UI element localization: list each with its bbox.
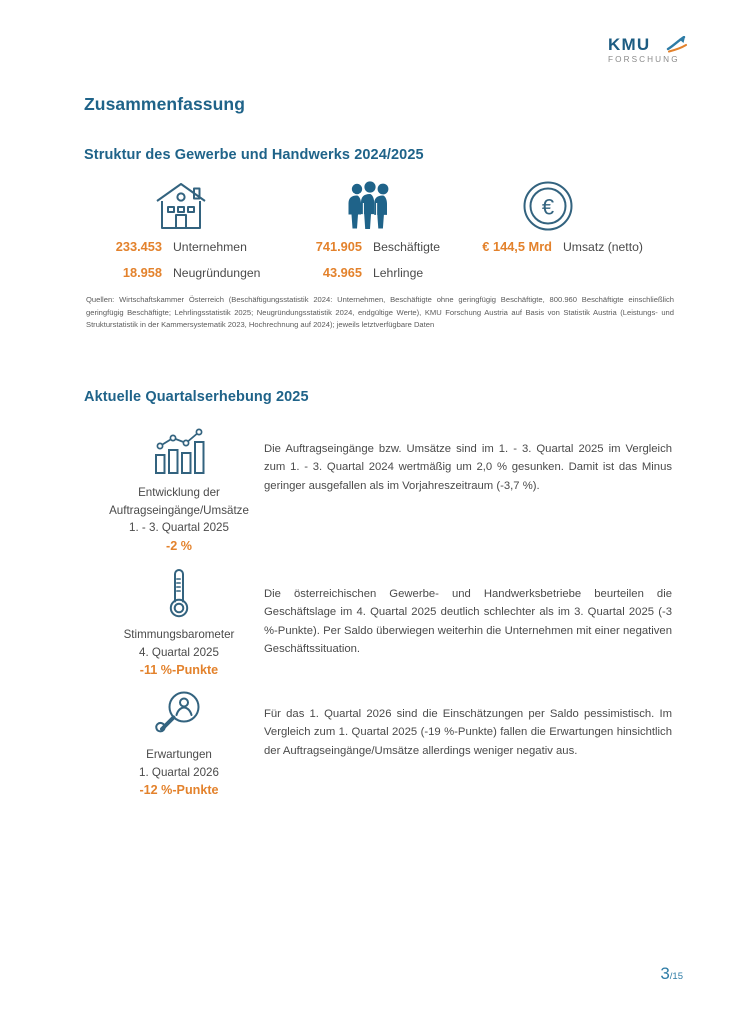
stat-column-companies — [84, 176, 284, 291]
survey-caption-line: 1. - 3. Quartal 2025 — [129, 521, 229, 534]
stat-label: Neugründungen — [173, 266, 261, 280]
section-heading-survey: Aktuelle Quartalserhebung 2025 — [84, 389, 309, 405]
kmu-forschung-logo — [608, 36, 688, 70]
stat-row — [84, 239, 284, 265]
stat-row — [289, 265, 454, 291]
survey-value: -11 %-Punkte — [139, 663, 219, 677]
magnifier-person-icon — [84, 686, 274, 740]
stat-label: Lehrlinge — [373, 266, 424, 280]
survey-block-summary — [84, 686, 274, 797]
stat-row — [289, 239, 454, 265]
survey-paragraph: Die österreichischen Gewerbe- und Handwerksbetriebe beurteilen die Geschäftslage im 4. Quartal 2025 deutlich schlechter als im 3. Quartal 2025 (-3 %-Punkte). Per Saldo überwiegen weiterhin die Unternehmen mit einer negativen Geschäftssituation. — [264, 588, 672, 656]
house-icon — [84, 176, 284, 232]
page-number — [660, 964, 683, 984]
swoosh-icon — [666, 36, 688, 54]
survey-paragraph: Die Auftragseingänge bzw. Umsätze sind im 1. - 3. Quartal 2025 im Vergleich zum 1. - 3. Quartal 2024 wertmäßig um 2,0 % gesunken. Damit ist das Minus geringer ausgefallen als im Vorjahreszeitraum (-3,7 %). — [264, 443, 672, 492]
survey-caption-line: Stimmungsbarometer — [123, 628, 235, 641]
stat-value: 18.958 — [122, 265, 162, 280]
stat-column-turnover — [454, 176, 666, 265]
survey-value: -12 %-Punkte — [139, 783, 219, 797]
stat-row — [454, 239, 666, 265]
stat-value: 741.905 — [315, 239, 362, 254]
section-heading-structure: Struktur des Gewerbe und Handwerks 2024/2025 — [84, 147, 424, 163]
stat-label: Umsatz (netto) — [563, 240, 643, 254]
stat-label: Unternehmen — [173, 240, 247, 254]
survey-caption — [84, 484, 274, 537]
survey-block-summary — [84, 566, 274, 677]
survey-caption — [84, 746, 274, 781]
bar-chart-trend-icon — [84, 424, 274, 478]
survey-block-summary — [84, 424, 274, 553]
stat-value: 43.965 — [322, 265, 362, 280]
page-number-total: /15 — [669, 971, 683, 982]
survey-caption-line: Auftragseingänge/Umsätze — [109, 503, 249, 517]
stat-label: Beschäftigte — [373, 240, 441, 254]
survey-caption-line: 1. Quartal 2026 — [139, 765, 219, 779]
people-group-icon — [289, 176, 454, 232]
svg-text:€: € — [541, 194, 555, 220]
stat-column-employees — [289, 176, 454, 291]
structure-stats — [84, 176, 664, 286]
stat-value: 233.453 — [115, 239, 162, 254]
logo-wordmark: KMU — [608, 35, 651, 54]
euro-coin-icon — [454, 176, 666, 232]
survey-caption — [84, 626, 274, 661]
survey-caption-line: Erwartungen — [146, 748, 212, 761]
logo-subtitle: FORSCHUNG — [608, 55, 680, 64]
source-note: Quellen: Wirtschaftskammer Österreich (Beschäftigungsstatistik 2024: Unternehmen, Beschäftigte ohne geringfügig Beschäftigte, 800.960 Beschäftigte einschließlich geringfügig Beschäftigte; Lehrlingsstatistik 2025; Neugründungsstatistik 2024, endgültige Werte), KMU Forschung Austria auf Basis von Statistik Austria (Leistungs- und Strukturstatistik in der Kammersystematik 2023, Hochrechnung auf 2024); jeweils letztverfügbare Daten — [86, 295, 674, 330]
survey-caption-line: Entwicklung der — [138, 486, 220, 499]
page-number-current: 3 — [660, 964, 670, 983]
survey-paragraph: Für das 1. Quartal 2026 sind die Einschätzungen per Saldo pessimistisch. Im Vergleich zum 1. Quartal 2025 (-19 %-Punkte) fallen die Erwartungen hinsichtlich der Auftragseingänge/Umsätze allerdings weniger negativ aus. — [264, 708, 672, 757]
page-title: Zusammenfassung — [84, 94, 245, 114]
stat-value: € 144,5 Mrd — [482, 239, 552, 254]
stat-row — [84, 265, 284, 291]
survey-caption-line: 4. Quartal 2025 — [139, 645, 219, 659]
survey-value: -2 % — [166, 538, 192, 553]
thermometer-icon — [84, 566, 274, 620]
